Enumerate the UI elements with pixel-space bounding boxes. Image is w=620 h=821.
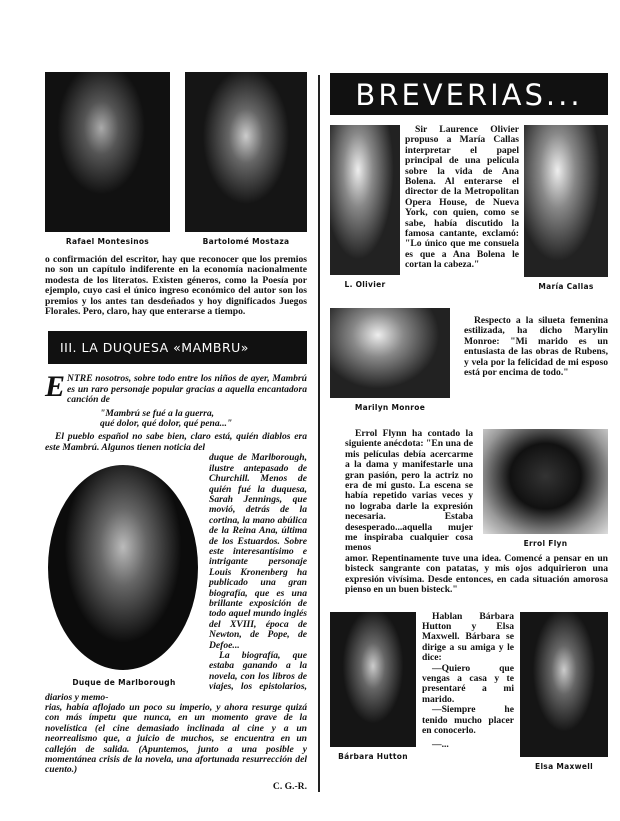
right-column (330, 73, 608, 792)
hutton-item (330, 612, 608, 772)
closing-paragraph: rias, había aflojado un poco su imperio, y ahora resurge quizá con más ímpetu que nunca, en un momento grave de la novelística (el cine demasiado inclinada al cine y a un neorrealismo que, a juicio de muchos, se encuentra en un callejón de salida. (Apuntemos, junto a una posible y momentánea crisis de la novela, una afortunada resurrección del cuento.) (45, 702, 307, 776)
photo-caption: Rafael Montesinos (65, 237, 150, 246)
olivier-text: Sir Laurence Olivier propuso a María Callas interpretar el papel principal de una película sobre la vida de Ana Bolena. Al enterarse el director de la Metropolitan Opera House, de Nueva York, con quien, como se sabe, había discutido la famosa cantante, exclamó: "Lo único que me consuela es que a Ana Bolena le cortan la cabeza." (405, 124, 519, 271)
photo-caption: María Callas (538, 282, 594, 291)
quote-line: "Mambrú se fué a la guerra, (100, 407, 215, 419)
photo-block (520, 612, 608, 772)
portrait-caption: Duque de Marlborough (72, 678, 176, 688)
section-heading: III. LA DUQUESA «MAMBRU» (48, 331, 307, 364)
photo-monroe (330, 308, 450, 398)
monroe-text: Respecto a la silueta femenina estilizada, ha dicho Marylin Monroe: "Mi marido es un entusiasta de las obras de Rubens, y vela por la felicidad de mi esposo está por encima de todo." (464, 315, 608, 379)
photo-rafael-montesinos (45, 72, 170, 232)
signature: C. G.-R. (272, 780, 307, 792)
portrait-block (45, 465, 203, 688)
photo-block (330, 125, 400, 292)
photo-bartolome-mostaza (185, 72, 307, 232)
photo-block (330, 308, 450, 413)
photo-block (45, 72, 170, 247)
flynn-item (330, 429, 608, 596)
flynn-text-full: amor. Repentinamente tuve una idea. Comencé a pensar en un bisteck sangrante con patatas, y mis ojos adquirieron una expresión vivísima. Desde entonces, en cada situación amorosa pienso en un buen bisteck." (345, 552, 608, 596)
photo-block (330, 612, 416, 772)
photo-caption: Bárbara Hutton (338, 751, 408, 761)
hutton-text-1: Hablan Bárbara Hutton y Elsa Maxwell. Bárbara se dirige a su amiga y le dice: (422, 610, 514, 664)
photo-row (45, 72, 307, 247)
photo-callas (524, 125, 608, 277)
photo-flynn (483, 429, 608, 534)
breverias-title: BREVERIAS... (330, 73, 608, 115)
photo-caption: Errol Flyn (523, 539, 568, 548)
hutton-text-2: —Quiero que vengas a casa y te presentaré a mi marido. (422, 662, 514, 705)
left-column (45, 72, 307, 812)
photo-caption: Marilyn Monroe (354, 403, 426, 412)
photo-block (185, 72, 307, 247)
photo-block (483, 429, 608, 549)
photo-olivier (330, 125, 400, 275)
drop-cap: E (45, 370, 66, 404)
quote-line: qué dolor, qué dolor, qué pena..." (100, 418, 233, 430)
paragraph-2: El pueblo español no sabe bien, claro está, quién diablos era este Mambrú. Algunos tienen noticia del (45, 431, 307, 453)
photo-hutton (330, 612, 416, 747)
side-column-text: duque de Marlborough, ilustre antepasado de Churchill. Menos de quién fué la duquesa, Sarah Jennings, que movió, detrás de la cortina, la mano abúlica de la Reina Ana, última de los Estuardos. Sobre este interesantísimo e intrigante personaje Louis Kronenberg ha publicado una gran biografía, que es una brillante exposición de todo aquel mundo inglés del XVIII, época de Newton, de Pope, de Defoe... (209, 452, 307, 651)
portrait-duke-marlborough (48, 465, 198, 670)
photo-caption: Bartolomé Mostaza (202, 237, 290, 246)
olivier-item (330, 125, 608, 292)
column-divider (318, 75, 320, 792)
lead-paragraph (45, 370, 307, 406)
photo-block (524, 125, 608, 292)
side-column-text-2: La biografía, que estaba ganando a la novela, con los libros de viajes, los epistolarios, diarios y memo- (45, 650, 307, 703)
hutton-text-3: —Siempre he tenido mucho placer en conocerlo. (422, 704, 514, 736)
photo-maxwell (520, 612, 608, 757)
photo-caption: Elsa Maxwell (535, 761, 593, 771)
lead-text: nosotros, sobre todo entre los niños de ayer, Mambrú es un raro personaje popular gracias a aquella encantadora canción de (67, 373, 307, 406)
hutton-text (422, 612, 514, 772)
lead-smallcaps: NTRE (67, 373, 93, 385)
photo-caption: L. Olivier (344, 280, 386, 289)
hutton-text-4: —... (432, 739, 449, 751)
intro-paragraph: o confirmación del escritor, hay que reconocer que los premios no son un capítulo indiferente en la economía nacionalmente modesta de los literatos. Existen géneros, como la Poesía por ejemplo, cuyo casi el único ingreso económico del autor son los premios y los antes tan desdeñados y hoy dignificados Juegos Florales. Pero, claro, hay que enterarse a tiempo. (45, 254, 307, 318)
flynn-text: Errol Flynn ha contado la siguiente anécdota: "En una de mis películas debía acercarme a la dama y manifestarle una gran pasión, pero la actriz no era de mi gusto. La escena se había repetido varias veces y no lograba darle la expresión necesaria. Estaba desesperado...aquella mujer me inspiraba cualquier cosa menos (345, 428, 473, 554)
monroe-item (330, 308, 608, 413)
